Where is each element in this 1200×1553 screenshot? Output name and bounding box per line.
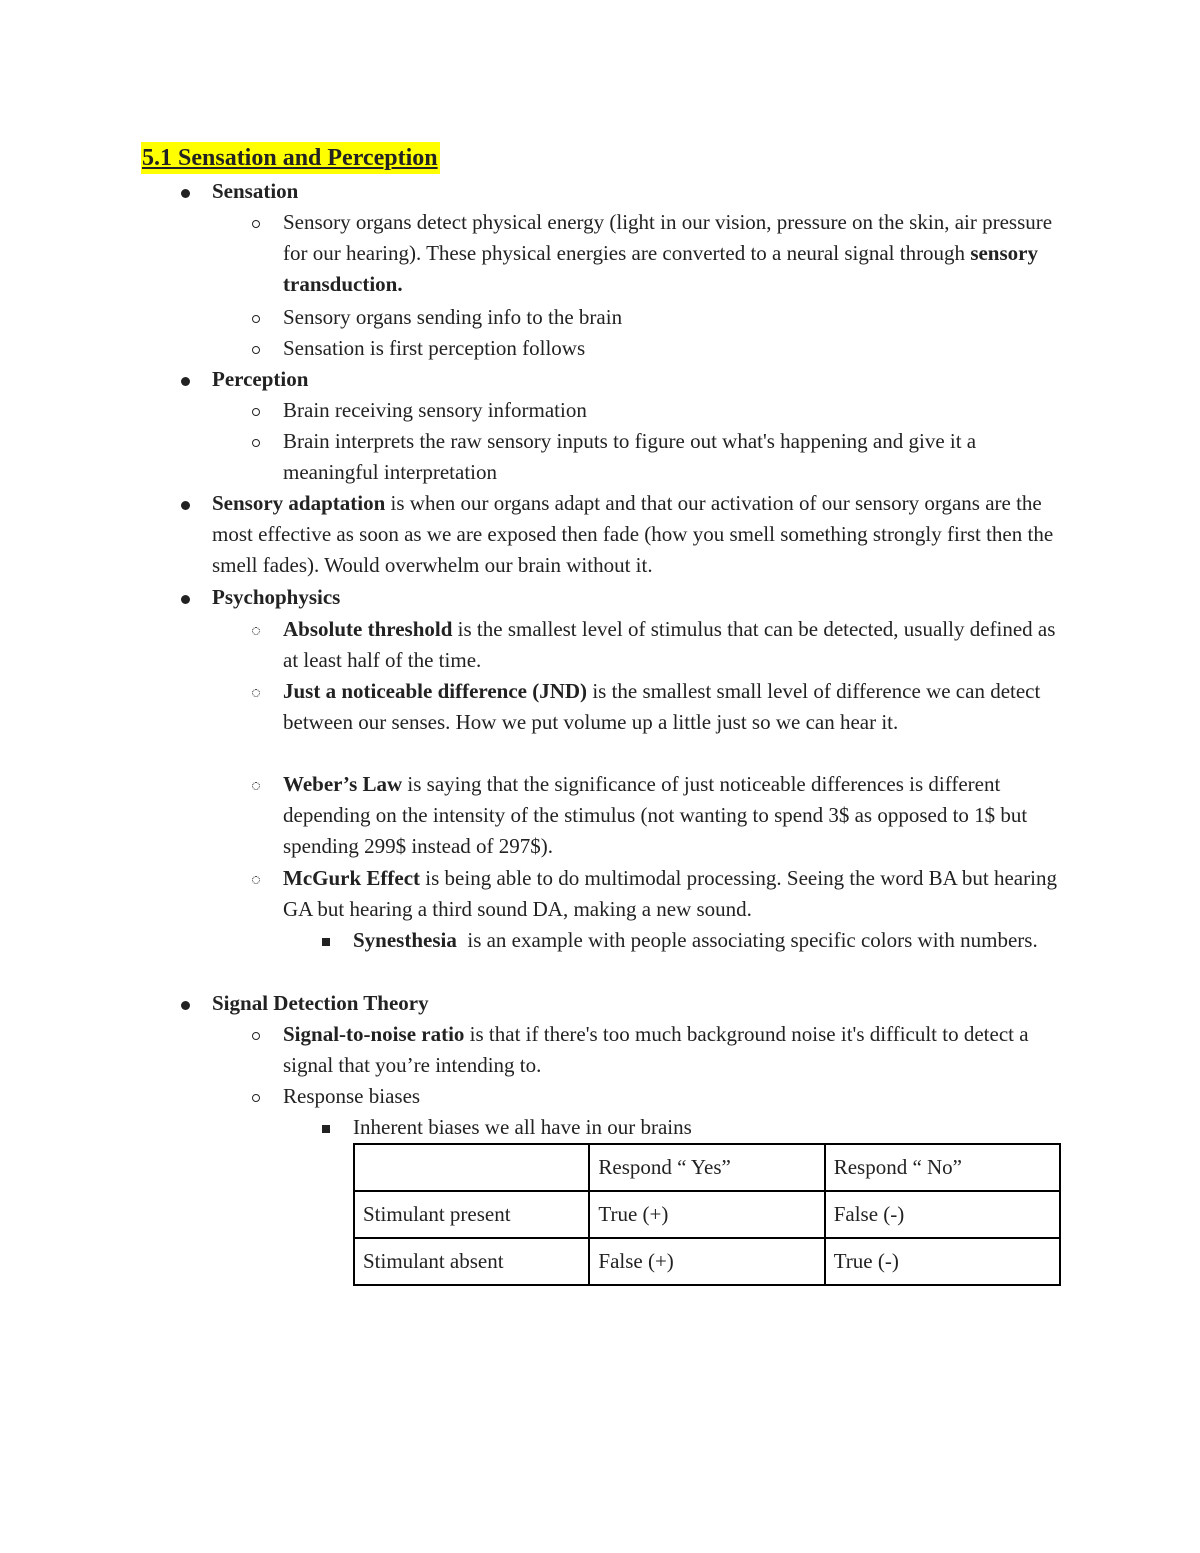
table-cell: False (-) [825, 1191, 1060, 1238]
list-item: Brain interprets the raw sensory inputs to figure out what's happening and give it a meaningful interpretation [283, 429, 977, 485]
list-item: Absolute threshold is the smallest level of stimulus that can be detected, usually defined as at least half of the time. [283, 617, 1056, 673]
open-circle-bullet-icon [246, 863, 266, 894]
list-item-sensory-adaptation: Sensory adaptation is when our organs adapt and that our activation of our sensory organs are the most effective as soon as we are exposed then fade (how you smell something strongly first then the smell fades). Would overwhelm our brain without it. [212, 491, 1054, 578]
open-circle-bullet-icon [246, 769, 266, 800]
list-item: Synesthesia is an example with people associating specific colors with numbers. [353, 928, 1038, 952]
list-item: Brain receiving sensory information [283, 398, 587, 422]
list-item: Inherent biases we all have in our brains [353, 1115, 692, 1139]
heading-signal-detection-theory: Signal Detection Theory [212, 991, 429, 1015]
list-item: Signal-to-noise ratio is that if there's too much background noise it's difficult to detect a signal that you’re intending to. [283, 1022, 1029, 1078]
table-cell: Stimulant present [354, 1191, 589, 1238]
table-header-row [354, 1144, 1060, 1191]
bullet-icon [175, 988, 195, 1019]
list-item: Response biases [283, 1084, 421, 1108]
table-cell: True (-) [825, 1238, 1060, 1285]
circle-bullet-icon [246, 1081, 266, 1112]
table-cell: False (+) [589, 1238, 824, 1285]
list-item: Sensory organs detect physical energy (light in our vision, pressure on the skin, air pressure for our hearing). These physical energies are converted to a neural signal through sensory transduction. [283, 210, 1053, 297]
section-title: 5.1 Sensation and Perception [141, 142, 440, 174]
signal-detection-table [353, 1143, 1061, 1286]
table-cell: Respond “ No” [825, 1144, 1060, 1191]
table-cell: Respond “ Yes” [589, 1144, 824, 1191]
list-item: Sensation is first perception follows [283, 336, 586, 360]
square-bullet-icon [316, 1112, 336, 1143]
circle-bullet-icon [246, 302, 266, 333]
bullet-icon [175, 176, 195, 207]
list-item: Just a noticeable difference (JND) is the smallest small level of difference we can detect between our senses. How we put volume up a little just so we can hear it. [283, 679, 1041, 735]
list-item: McGurk Effect is being able to do multimodal processing. Seeing the word BA but hearing GA but hearing a third sound DA, making a new sound. [283, 866, 1057, 922]
square-bullet-icon [316, 925, 336, 956]
circle-bullet-icon [246, 207, 266, 238]
open-circle-bullet-icon [246, 676, 266, 707]
bullet-icon [175, 488, 195, 519]
list-item: Weber’s Law is saying that the significance of just noticeable differences is different depending on the intensity of the stimulus (not wanting to spend 3$ as opposed to 1$ but spending 299$ instead of 297$). [283, 772, 1028, 859]
bullet-icon [175, 364, 195, 395]
circle-bullet-icon [246, 426, 266, 457]
table-cell [354, 1144, 589, 1191]
list-item: Sensory organs sending info to the brain [283, 305, 623, 329]
table-row [354, 1238, 1060, 1285]
circle-bullet-icon [246, 1019, 266, 1050]
circle-bullet-icon [246, 395, 266, 426]
table-cell: Stimulant absent [354, 1238, 589, 1285]
table-row [354, 1191, 1060, 1238]
circle-bullet-icon [246, 333, 266, 364]
bullet-icon [175, 582, 195, 613]
open-circle-bullet-icon [246, 614, 266, 645]
heading-sensation: Sensation [212, 179, 299, 203]
heading-perception: Perception [212, 367, 309, 391]
heading-psychophysics: Psychophysics [212, 585, 341, 609]
table-cell: True (+) [589, 1191, 824, 1238]
